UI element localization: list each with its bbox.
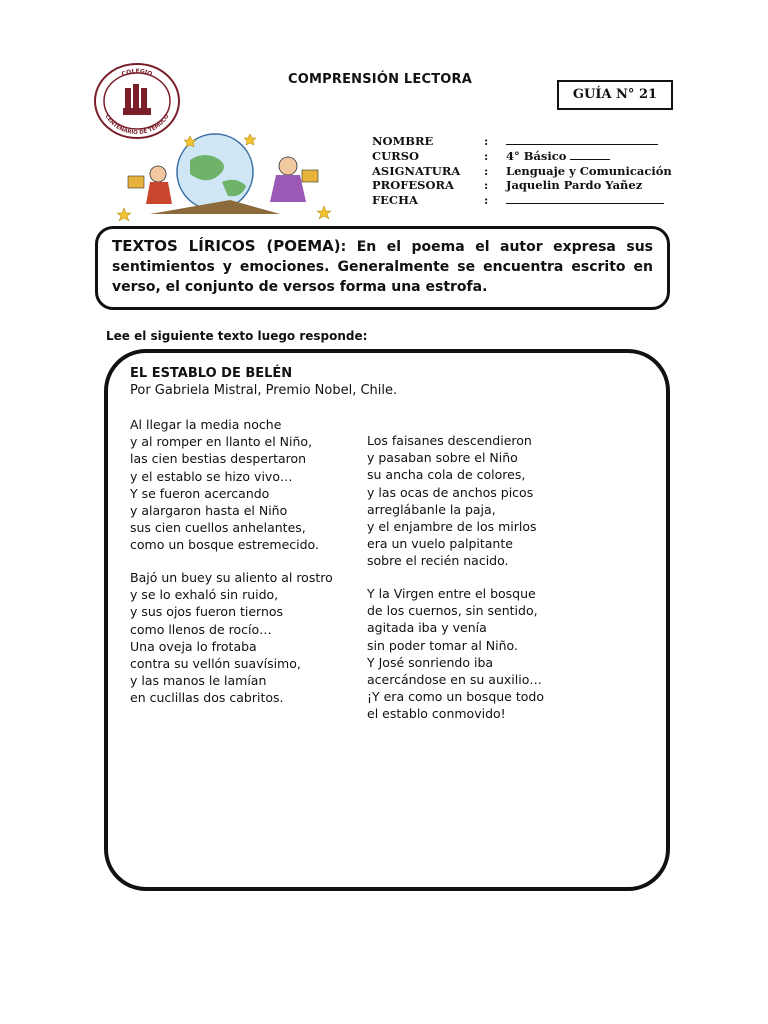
logo-text-bottom: CENTENARIO DE TEMUCO	[103, 113, 171, 137]
student-info	[372, 134, 672, 208]
poem-line: Al llegar la media noche	[130, 417, 282, 432]
poem-line: y el establo se hizo vivo…	[130, 468, 293, 484]
stanza-right-1	[367, 432, 537, 570]
date-blank	[506, 193, 664, 204]
info-row-nombre: NOMBRE :	[372, 134, 672, 149]
poem-line: y se lo exhaló sin ruido,	[130, 587, 279, 603]
poem-line: Y se fueron acercando	[130, 485, 270, 501]
poem-line: el establo conmovido!	[367, 706, 506, 722]
info-label: CURSO	[372, 148, 420, 163]
poem-author: Por Gabriela Mistral, Premio Nobel, Chile.	[130, 383, 398, 398]
poem-line: sin poder tomar al Niño.	[367, 637, 518, 653]
info-label: ASIGNATURA	[372, 163, 461, 178]
poem-line: Los faisanes descendieron	[367, 433, 532, 448]
definition-body: : En el poema el autor expresa sus sentimientos y emociones. Generalmente se encuentra escrito en verso, el conjunto de versos forma una estrofa.	[112, 239, 653, 295]
poem-line: acercándose en su auxilio…	[367, 672, 542, 688]
teacher-value: Jaquelin Pardo Yañez	[506, 178, 643, 193]
stanza-left-2	[130, 569, 333, 707]
poem-line: y alargaron hasta el Niño	[130, 503, 288, 519]
poem-line: era un vuelo palpitante	[367, 536, 513, 552]
poem-line: y al romper en llanto el Niño,	[130, 434, 313, 450]
poem-line: las cien bestias despertaron	[130, 451, 307, 467]
definition-term: TEXTOS LÍRICOS (POEMA)	[112, 237, 341, 255]
course-value: 4° Básico	[506, 148, 567, 163]
poem-line: de los cuernos, sin sentido,	[367, 603, 538, 619]
instruction-text: Lee el siguiente texto luego responde:	[106, 329, 368, 343]
info-row-fecha: FECHA :	[372, 193, 672, 208]
info-label: PROFESORA	[372, 178, 454, 193]
info-row-asignatura: ASIGNATURA : Lenguaje y Comunicación	[372, 163, 672, 178]
poem-line: y pasaban sobre el Niño	[367, 450, 518, 466]
subject-value: Lenguaje y Comunicación	[506, 163, 672, 178]
poem-line: y sus ojos fueron tiernos	[130, 604, 284, 620]
poem-line: en cuclillas dos cabritos.	[130, 690, 284, 706]
poem-line: agitada iba y venía	[367, 620, 487, 636]
name-blank	[506, 134, 658, 145]
poem-line: contra su vellón suavísimo,	[130, 656, 301, 672]
poem-line: ¡Y era como un bosque todo	[367, 689, 544, 705]
poem-title: EL ESTABLO DE BELÉN	[130, 366, 293, 381]
poem-line: Y José sonriendo iba	[367, 654, 494, 670]
logo-text-top: COLEGIO	[120, 67, 154, 78]
info-label: FECHA	[372, 193, 418, 208]
info-row-profesora: PROFESORA : Jaquelin Pardo Yañez	[372, 178, 643, 193]
poem-line: y las manos le lamían	[130, 673, 267, 689]
poem-line: sus cien cuellos anhelantes,	[130, 520, 306, 536]
poem-line: y las ocas de anchos picos	[367, 484, 534, 500]
info-label: NOMBRE	[372, 134, 434, 148]
stanza-left-1	[130, 416, 319, 554]
poem-line: y el enjambre de los mirlos	[367, 519, 537, 535]
poem-line: como un bosque estremecido.	[130, 537, 319, 553]
poem-line: como llenos de rocío…	[130, 621, 272, 637]
guide-number-box: GUÍA N° 21	[557, 80, 673, 110]
reading-kids-illustration	[110, 130, 340, 222]
school-logo	[92, 62, 182, 140]
poem-line: sobre el recién nacido.	[367, 553, 509, 569]
poem-line: Bajó un buey su aliento al rostro	[130, 570, 333, 585]
definition-box	[95, 226, 670, 310]
stanza-right-2	[367, 585, 544, 723]
poem-line: arreglábanle la paja,	[367, 501, 496, 517]
page-title: COMPRENSIÓN LECTORA	[288, 72, 472, 87]
course-blank	[570, 149, 610, 160]
poem-line: su ancha cola de colores,	[367, 467, 526, 483]
poem-line: Una oveja lo frotaba	[130, 638, 257, 654]
poem-line: Y la Virgen entre el bosque	[367, 586, 536, 601]
info-row-curso: CURSO : 4° Básico	[372, 149, 672, 164]
